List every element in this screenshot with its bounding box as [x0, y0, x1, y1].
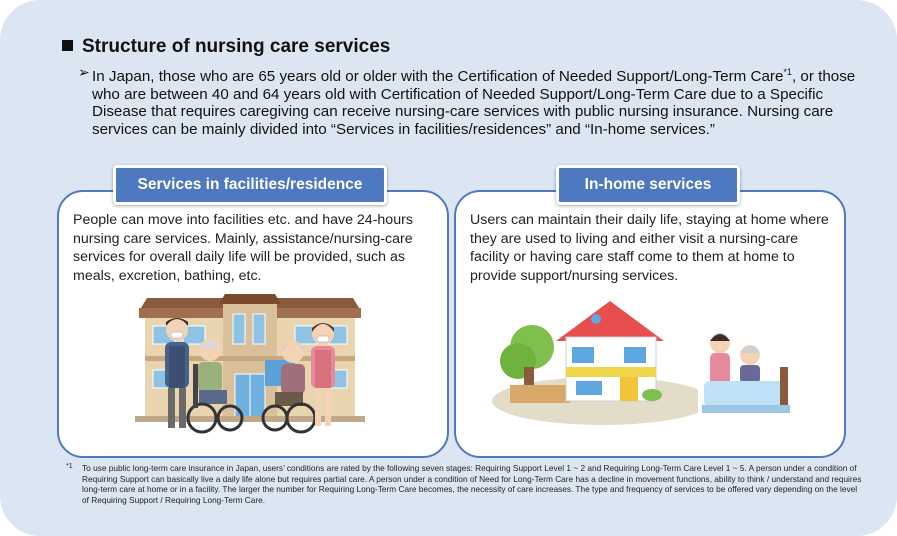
footnote [66, 463, 866, 505]
page-title [62, 36, 390, 58]
footnote-text: To use public long-term care insurance in Japan, users’ conditions are rated by the following seven stages: Requiring Support Level 1 ~ 2 and Requiring Long-Term Care Level 1 ~ 5. A person under a condition of Requiring Support can basically live a daily life alone but requires partial care. A person under a condition of Need for Long-Term Care has a decline in movement functions, ability to think / understand and requires long-term care at home or in a facility. The larger the number for Requiring Long-Term Care becomes, the necessity of care increases. The type and frequency of services to be offered vary depending on the level of Requiring Support / Requiring Long-Term Care. [82, 463, 862, 505]
square-bullet-icon [62, 40, 73, 51]
page-title-text: Structure of nursing care services [82, 36, 391, 57]
footnote-reference: *1 [783, 67, 792, 77]
nursing-facility-illustration [135, 290, 365, 438]
intro-text [78, 64, 858, 138]
footnote-mark: *1 [66, 463, 73, 470]
intro-paragraph [78, 64, 858, 138]
intro-text-part2: , or those who are between 40 and 64 years old with Certification of Needed Support/Long-Term Care due to a Specific Disease that requires caregiving can receive nursing-care services with public nursing insurance. Nursing care services can be mainly divided into “Services in facilities/residences” and “In-home services.” [92, 68, 856, 138]
arrow-bullet-icon: ➢ [78, 64, 90, 80]
house-home-care-illustration [492, 297, 792, 429]
inhome-description: Users can maintain their daily life, staying at home where they are used to living and either visit a nursing-care facility or having care staff come to them at home to provide support/nursing services. [470, 212, 829, 284]
facilities-heading: Services in facilities/residence [113, 165, 387, 205]
inhome-heading: In-home services [556, 165, 740, 205]
facilities-description: People can move into facilities etc. and have 24-hours nursing care services. Mainly, assistance/nursing-care services for overall daily life will be provided, such as meals, excretion, bathing, etc. [73, 212, 413, 284]
intro-text-part1: In Japan, those who are 65 years old or older with the Certification of Needed Support/Long-Term Care [92, 68, 784, 86]
